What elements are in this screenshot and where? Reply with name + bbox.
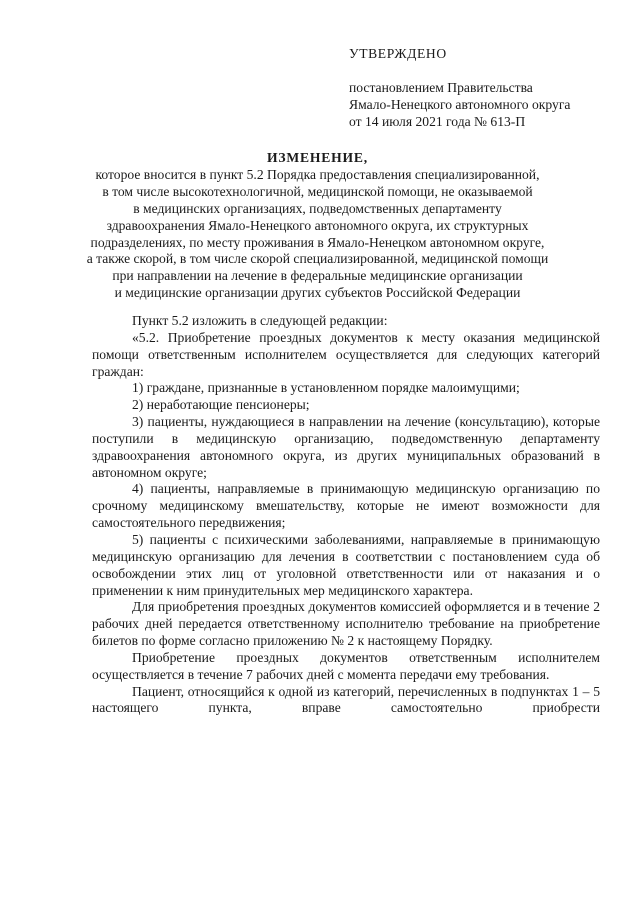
list-item-5: 5) пациенты с психическими заболеваниями, направляемые в принимающую медицинскую организацию для лечения в соответствии с постановлением суда об освобождении этих лиц от уголовной ответственности или от наказания и о применении к ним принудительных мер медицинского характера.	[92, 531, 600, 598]
document-title: ИЗМЕНЕНИЕ,	[267, 150, 368, 165]
approval-stamp-block	[349, 45, 619, 130]
document-body	[92, 313, 600, 717]
paragraph-5-2: «5.2. Приобретение проездных документов к месту оказания медицинской помощи ответственным исполнителем осуществляется для следующих категорий граждан:	[92, 329, 600, 379]
subtitle-line-5: подразделениях, по месту проживания в Ямало-Ненецком автономном округе,	[90, 234, 545, 250]
subtitle-line-3: в медицинских организациях, подведомственных департаменту	[133, 200, 502, 216]
list-item-4: 4) пациенты, направляемые в принимающую медицинскую организацию по срочному медицинскому вмешательству, которые не имеют возможности для самостоятельного передвижения;	[92, 481, 600, 531]
document-title-block	[60, 150, 575, 302]
paragraph-intro: Пункт 5.2 изложить в следующей редакции:	[132, 313, 388, 328]
subtitle-line-8: и медицинские организации других субъектов Российской Федерации	[114, 285, 521, 301]
approval-line-1: постановлением Правительства	[349, 80, 533, 95]
list-item-3: 3) пациенты, нуждающиеся в направлении на лечение (консультацию), которые поступили в медицинскую организацию, подведомственную департаменту здравоохранения автономного округа, из других муниципальных образований в автономном округе;	[92, 414, 600, 480]
paragraph-purchase: Приобретение проездных документов ответственным исполнителем осуществляется в течение 7 рабочих дней с момента передачи ему требования.	[92, 649, 600, 682]
subtitle-line-4: здравоохранения Ямало-Ненецкого автономного округа, их структурных	[106, 217, 529, 233]
paragraph-commission: Для приобретения проездных документов комиссией оформляется и в течение 2 рабочих дней передается ответственному исполнителю требование на приобретение билетов по форме согласно приложению № 2 к настоящему Порядку.	[92, 599, 600, 649]
approval-line-3: от 14 июля 2021 года № 613-П	[349, 114, 526, 129]
list-item-1: 1) граждане, признанные в установленном порядке малоимущими;	[132, 380, 520, 396]
subtitle-line-2: в том числе высокотехнологичной, медицинской помощи, не оказываемой	[102, 183, 533, 199]
subtitle-line-7: при направлении на лечение в федеральные медицинские организации	[112, 268, 523, 284]
list-item-2: 2) неработающие пенсионеры;	[132, 397, 310, 413]
subtitle-line-1: которое вносится в пункт 5.2 Порядка предоставления специализированной,	[95, 166, 540, 182]
approval-line-2: Ямало-Ненецкого автономного округа	[349, 97, 571, 112]
subtitle-line-6: а также скорой, в том числе скорой специализированной, медицинской помощи	[86, 251, 549, 267]
paragraph-patient: Пациент, относящийся к одной из категорий, перечисленных в подпунктах 1 – 5 настоящего пункта, вправе самостоятельно приобрести	[92, 683, 600, 716]
approval-heading: УТВЕРЖДЕНО	[349, 46, 447, 61]
